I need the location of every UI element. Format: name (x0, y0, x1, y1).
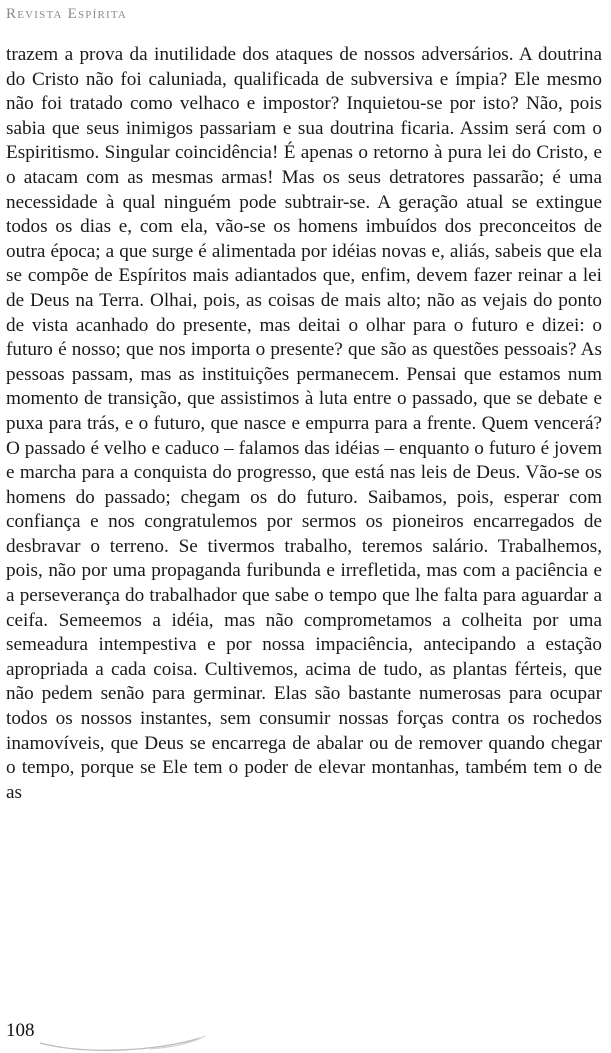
page-number: 108 (6, 1020, 35, 1041)
running-head-title: Revista Espírita (6, 6, 128, 22)
body-paragraph: trazem a prova da inutilidade dos ataques de nossos adversários. A doutrina do Cristo não foi caluniada, qualificada de subversiva e ímpia? Ele mesmo não foi tratado como velhaco e impostor? Inquietou-se por isto? Não, pois sabia que seus inimigos passariam e sua doutrina ficaria. Assim será com o Espiritismo. Singular coincidência! É apenas o retorno à pura lei do Cristo, e o atacam com as mesmas armas! Mas os seus detratores passarão; é uma necessidade à qual ninguém pode subtrair-se. A geração atual se extingue todos os dias e, com ela, vão-se os homens imbuídos dos preconceitos de outra época; a que surge é alimentada por idéias novas e, aliás, sabeis que ela se compõe de Espíritos mais adiantados que, enfim, devem fazer reinar a lei de Deus na Terra. Olhai, pois, as coisas de mais alto; não as vejais do ponto de vista acanhado do presente, mas deitai o olhar para o futuro e dizei: o futuro é nosso; que nos importa o presente? que são as questões pessoais? As pessoas passam, mas as instituições permanecem. Pensai que estamos num momento de transição, que assistimos à luta entre o passado, que se debate e puxa para trás, e o futuro, que nasce e empurra para a frente. Quem vencerá? O passado é velho e caduco – falamos das idéias – enquanto o futuro é jovem e marcha para a conquista do progresso, que está nas leis de Deus. Vão-se os homens do passado; chegam os do futuro. Saibamos, pois, esperar com confiança e nos congratulemos por sermos os pioneiros encarregados de desbravar o terreno. Se tivermos trabalho, teremos salário. Trabalhemos, pois, não por uma propaganda furibunda e irrefletida, mas com a paciência e a perseverança do trabalhador que sabe o tempo que lhe falta para aguardar a ceifa. Semeemos a idéia, mas não comprometamos a colheita por uma semeadura intempestiva e por nossa impaciência, antecipando a estação apropriada a cada coisa. Cultivemos, acima de tudo, as plantas férteis, que não pedem senão para germinar. Elas são bastante numerosas para ocupar todos os nossos instantes, sem consumir nossas forças contra os rochedos inamovíveis, que Deus se encarrega de abalar ou de remover quando chegar o tempo, porque se Ele tem o poder de elevar montanhas, também tem o de as (6, 44, 602, 803)
page-footer (0, 1016, 611, 1053)
footer-swoosh-ornament (0, 1016, 611, 1053)
